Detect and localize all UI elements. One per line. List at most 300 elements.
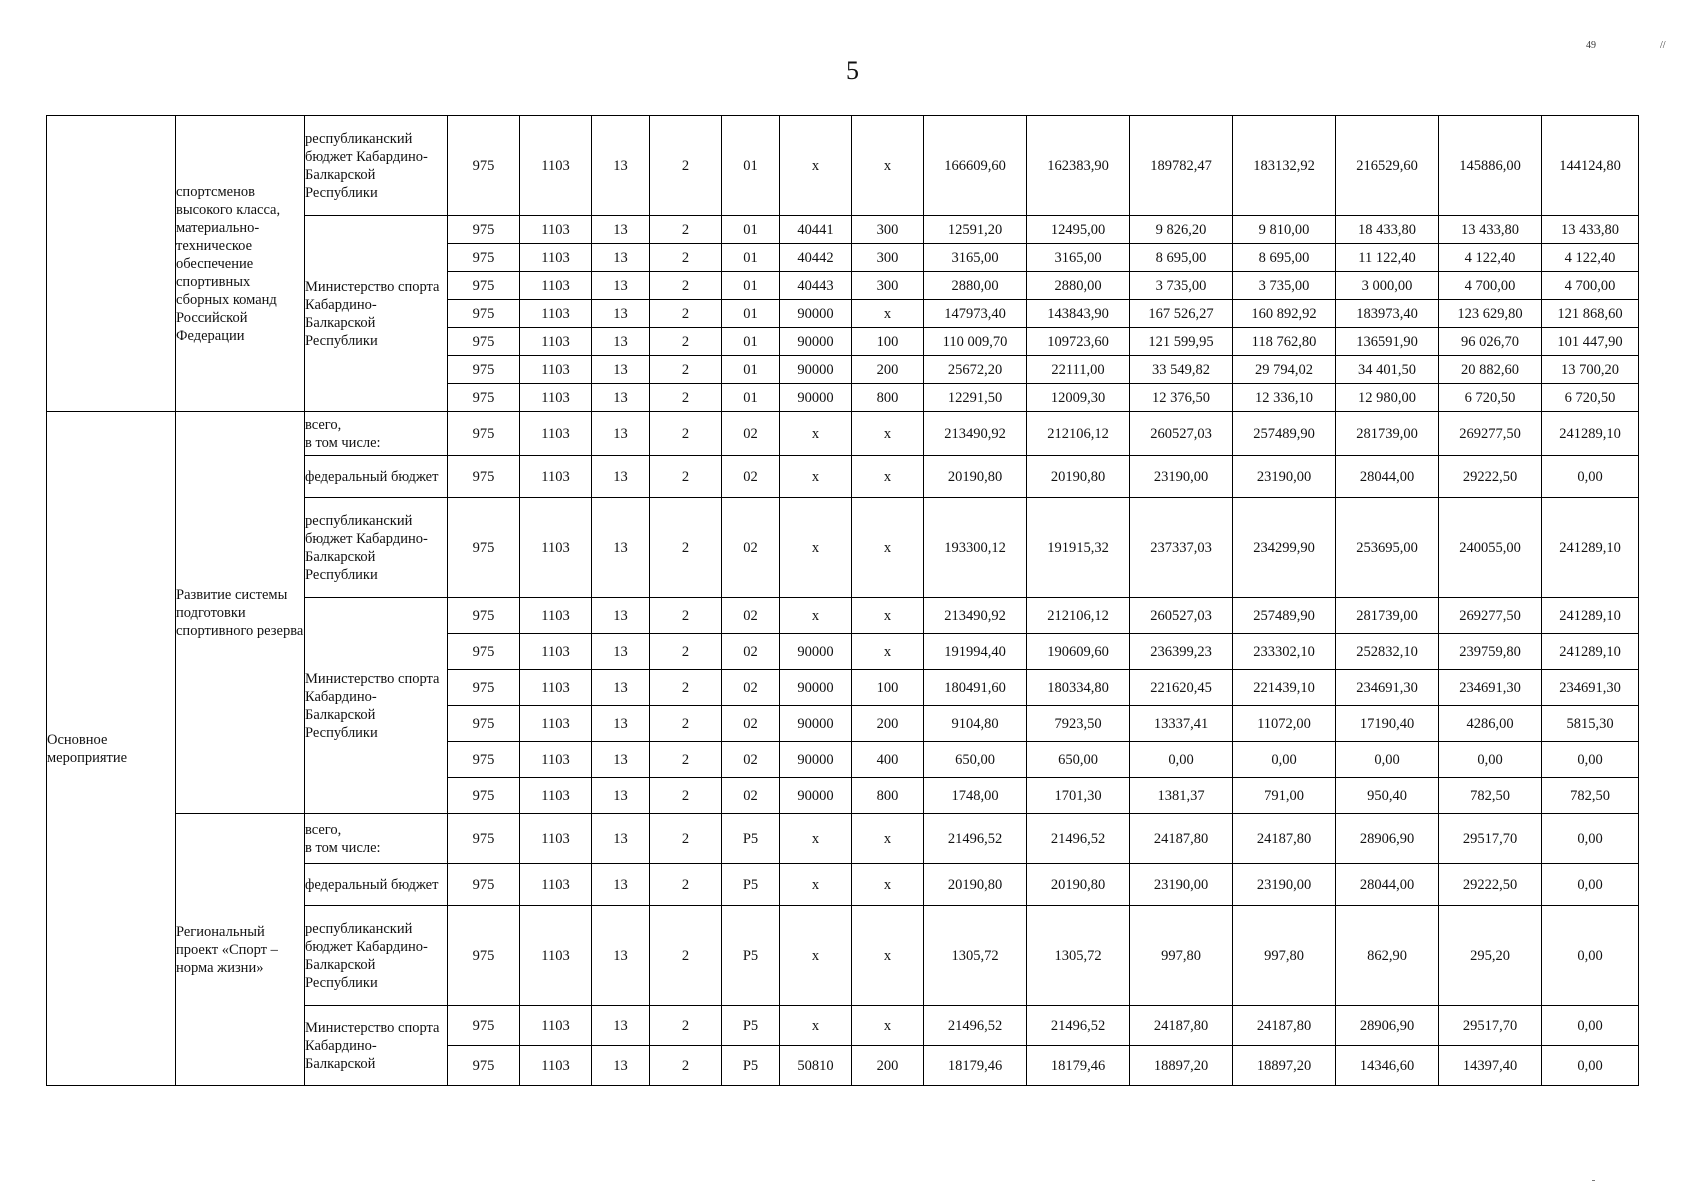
funding-source-cell: республиканский бюджет Кабардино-Балкарской Республики (305, 906, 448, 1006)
expense-type-cell: х (852, 634, 924, 670)
expense-type-cell: 200 (852, 706, 924, 742)
expense-type-cell: 200 (852, 1046, 924, 1086)
value-2020-plan-cell: 997,80 (1130, 906, 1233, 1006)
value-2019-fact-cell: 20190,80 (1027, 864, 1130, 906)
value-2019-fact-cell: 212106,12 (1027, 598, 1130, 634)
value-2022-cell: 0,00 (1439, 742, 1542, 778)
program-code-cell: 13 (592, 906, 650, 1006)
gov-code-cell: 975 (448, 244, 520, 272)
value-2019-plan-cell: 2880,00 (924, 272, 1027, 300)
value-2020-fact-cell: 0,00 (1233, 742, 1336, 778)
value-2019-plan-cell: 12591,20 (924, 216, 1027, 244)
subprogram-code-cell: 2 (650, 1046, 722, 1086)
subprogram-code-cell: 2 (650, 456, 722, 498)
expense-type-cell: х (852, 412, 924, 456)
event-code-cell: Р5 (722, 906, 780, 1006)
direction-code-cell: х (780, 116, 852, 216)
value-2023-cell: 241289,10 (1542, 598, 1639, 634)
section-code-cell: 1103 (520, 384, 592, 412)
section-code-cell: 1103 (520, 116, 592, 216)
value-2023-cell: 241289,10 (1542, 634, 1639, 670)
event-code-cell: Р5 (722, 864, 780, 906)
value-2020-plan-cell: 18897,20 (1130, 1046, 1233, 1086)
value-2020-plan-cell: 23190,00 (1130, 864, 1233, 906)
gov-code-cell: 975 (448, 498, 520, 598)
section-code-cell: 1103 (520, 498, 592, 598)
value-2020-plan-cell: 237337,03 (1130, 498, 1233, 598)
value-2020-fact-cell: 233302,10 (1233, 634, 1336, 670)
expense-type-cell: 800 (852, 778, 924, 814)
value-2022-cell: 4 122,40 (1439, 244, 1542, 272)
value-2021-cell: 252832,10 (1336, 634, 1439, 670)
gov-code-cell: 975 (448, 906, 520, 1006)
value-2019-fact-cell: 12495,00 (1027, 216, 1130, 244)
gov-code-cell: 975 (448, 356, 520, 384)
value-2023-cell: 6 720,50 (1542, 384, 1639, 412)
value-2021-cell: 28906,90 (1336, 1006, 1439, 1046)
value-2020-plan-cell: 24187,80 (1130, 1006, 1233, 1046)
value-2023-cell: 241289,10 (1542, 412, 1639, 456)
value-2021-cell: 18 433,80 (1336, 216, 1439, 244)
program-code-cell: 13 (592, 634, 650, 670)
gov-code-cell: 975 (448, 300, 520, 328)
total-label: всего, (305, 416, 342, 433)
value-2019-fact-cell: 21496,52 (1027, 814, 1130, 864)
direction-code-cell: 40442 (780, 244, 852, 272)
table-row (47, 412, 1639, 456)
event-code-cell: 02 (722, 670, 780, 706)
value-2021-cell: 28044,00 (1336, 864, 1439, 906)
value-2022-cell: 240055,00 (1439, 498, 1542, 598)
event-code-cell: 02 (722, 778, 780, 814)
gov-code-cell: 975 (448, 272, 520, 300)
expense-type-cell: х (852, 864, 924, 906)
value-2019-plan-cell: 147973,40 (924, 300, 1027, 328)
value-2019-fact-cell: 21496,52 (1027, 1006, 1130, 1046)
section-code-cell: 1103 (520, 670, 592, 706)
funding-source-cell (305, 412, 448, 456)
value-2019-fact-cell: 190609,60 (1027, 634, 1130, 670)
executor-cell: Министерство спорта Кабардино-Балкарской (305, 1006, 448, 1086)
value-2020-plan-cell: 260527,03 (1130, 598, 1233, 634)
value-2020-fact-cell: 9 810,00 (1233, 216, 1336, 244)
total-label: всего, (305, 821, 342, 838)
value-2023-cell: 241289,10 (1542, 498, 1639, 598)
event-name-cell: Региональный проект «Спорт – норма жизни» (176, 814, 305, 1086)
value-2020-fact-cell: 8 695,00 (1233, 244, 1336, 272)
value-2022-cell: 234691,30 (1439, 670, 1542, 706)
value-2019-plan-cell: 191994,40 (924, 634, 1027, 670)
value-2021-cell: 216529,60 (1336, 116, 1439, 216)
section-code-cell: 1103 (520, 356, 592, 384)
value-2021-cell: 0,00 (1336, 742, 1439, 778)
value-2019-fact-cell: 2880,00 (1027, 272, 1130, 300)
section-code-cell: 1103 (520, 328, 592, 356)
value-2022-cell: 13 433,80 (1439, 216, 1542, 244)
expense-type-cell: х (852, 598, 924, 634)
value-2019-fact-cell: 1305,72 (1027, 906, 1130, 1006)
value-2020-fact-cell: 29 794,02 (1233, 356, 1336, 384)
subprogram-code-cell: 2 (650, 272, 722, 300)
value-2020-plan-cell: 9 826,20 (1130, 216, 1233, 244)
gov-code-cell: 975 (448, 116, 520, 216)
value-2019-plan-cell: 21496,52 (924, 1006, 1027, 1046)
gov-code-cell: 975 (448, 384, 520, 412)
event-code-cell: 02 (722, 742, 780, 778)
value-2021-cell: 281739,00 (1336, 598, 1439, 634)
value-2019-fact-cell: 212106,12 (1027, 412, 1130, 456)
event-code-cell: 01 (722, 244, 780, 272)
value-2023-cell: 0,00 (1542, 456, 1639, 498)
executor-cell: Министерство спорта Кабардино-Балкарской Республики (305, 216, 448, 412)
subprogram-code-cell: 2 (650, 778, 722, 814)
direction-code-cell: х (780, 814, 852, 864)
expense-type-cell: х (852, 456, 924, 498)
value-2020-plan-cell: 0,00 (1130, 742, 1233, 778)
event-code-cell: 01 (722, 216, 780, 244)
expense-type-cell: х (852, 1006, 924, 1046)
value-2022-cell: 6 720,50 (1439, 384, 1542, 412)
category-cell: Основное мероприятие (47, 412, 176, 1086)
gov-code-cell: 975 (448, 328, 520, 356)
value-2022-cell: 269277,50 (1439, 412, 1542, 456)
value-2020-plan-cell: 1381,37 (1130, 778, 1233, 814)
value-2019-plan-cell: 9104,80 (924, 706, 1027, 742)
value-2019-fact-cell: 191915,32 (1027, 498, 1130, 598)
section-code-cell: 1103 (520, 778, 592, 814)
expense-type-cell: 800 (852, 384, 924, 412)
value-2020-plan-cell: 189782,47 (1130, 116, 1233, 216)
value-2020-plan-cell: 260527,03 (1130, 412, 1233, 456)
total-sublabel: в том числе: (305, 839, 381, 856)
table-row (47, 814, 1639, 864)
subprogram-code-cell: 2 (650, 328, 722, 356)
value-2020-plan-cell: 3 735,00 (1130, 272, 1233, 300)
value-2019-fact-cell: 20190,80 (1027, 456, 1130, 498)
gov-code-cell: 975 (448, 814, 520, 864)
subprogram-code-cell: 2 (650, 742, 722, 778)
subprogram-code-cell: 2 (650, 1006, 722, 1046)
corner-mark: // (1660, 40, 1666, 51)
value-2020-plan-cell: 221620,45 (1130, 670, 1233, 706)
value-2022-cell: 269277,50 (1439, 598, 1542, 634)
value-2021-cell: 281739,00 (1336, 412, 1439, 456)
section-code-cell: 1103 (520, 244, 592, 272)
expense-type-cell: 100 (852, 670, 924, 706)
page-number: 5 (846, 56, 859, 85)
direction-code-cell: х (780, 906, 852, 1006)
value-2019-fact-cell: 650,00 (1027, 742, 1130, 778)
section-code-cell: 1103 (520, 814, 592, 864)
expense-type-cell: х (852, 116, 924, 216)
value-2019-fact-cell: 162383,90 (1027, 116, 1130, 216)
program-code-cell: 13 (592, 814, 650, 864)
value-2020-fact-cell: 18897,20 (1233, 1046, 1336, 1086)
program-code-cell: 13 (592, 742, 650, 778)
direction-code-cell: х (780, 412, 852, 456)
program-code-cell: 13 (592, 116, 650, 216)
program-code-cell: 13 (592, 1006, 650, 1046)
expense-type-cell: 100 (852, 328, 924, 356)
value-2019-plan-cell: 213490,92 (924, 412, 1027, 456)
subprogram-code-cell: 2 (650, 356, 722, 384)
value-2023-cell: 0,00 (1542, 814, 1639, 864)
program-code-cell: 13 (592, 384, 650, 412)
value-2019-fact-cell: 7923,50 (1027, 706, 1130, 742)
value-2023-cell: 234691,30 (1542, 670, 1639, 706)
gov-code-cell: 975 (448, 1046, 520, 1086)
value-2021-cell: 34 401,50 (1336, 356, 1439, 384)
direction-code-cell: х (780, 498, 852, 598)
direction-code-cell: х (780, 456, 852, 498)
subprogram-code-cell: 2 (650, 384, 722, 412)
subprogram-code-cell: 2 (650, 634, 722, 670)
program-code-cell: 13 (592, 456, 650, 498)
value-2022-cell: 239759,80 (1439, 634, 1542, 670)
section-code-cell: 1103 (520, 1046, 592, 1086)
program-code-cell: 13 (592, 412, 650, 456)
section-code-cell: 1103 (520, 216, 592, 244)
value-2023-cell: 782,50 (1542, 778, 1639, 814)
direction-code-cell: 90000 (780, 634, 852, 670)
event-name-cell: Развитие системы подготовки спортивного резерва (176, 412, 305, 814)
gov-code-cell: 975 (448, 634, 520, 670)
program-code-cell: 13 (592, 670, 650, 706)
gov-code-cell: 975 (448, 216, 520, 244)
value-2019-fact-cell: 109723,60 (1027, 328, 1130, 356)
value-2021-cell: 136591,90 (1336, 328, 1439, 356)
gov-code-cell: 975 (448, 778, 520, 814)
funding-source-cell: республиканский бюджет Кабардино-Балкарской Республики (305, 498, 448, 598)
value-2020-fact-cell: 257489,90 (1233, 598, 1336, 634)
program-code-cell: 13 (592, 356, 650, 384)
event-code-cell: 02 (722, 706, 780, 742)
direction-code-cell: х (780, 864, 852, 906)
subprogram-code-cell: 2 (650, 244, 722, 272)
subprogram-code-cell: 2 (650, 598, 722, 634)
value-2020-fact-cell: 24187,80 (1233, 1006, 1336, 1046)
value-2019-plan-cell: 18179,46 (924, 1046, 1027, 1086)
value-2019-plan-cell: 166609,60 (924, 116, 1027, 216)
value-2021-cell: 28906,90 (1336, 814, 1439, 864)
direction-code-cell: 40441 (780, 216, 852, 244)
subprogram-code-cell: 2 (650, 498, 722, 598)
event-code-cell: 01 (722, 116, 780, 216)
event-code-cell: Р5 (722, 814, 780, 864)
value-2021-cell: 234691,30 (1336, 670, 1439, 706)
value-2022-cell: 4286,00 (1439, 706, 1542, 742)
scan-artifact (1592, 1180, 1595, 1181)
event-code-cell: 01 (722, 300, 780, 328)
section-code-cell: 1103 (520, 456, 592, 498)
program-code-cell: 13 (592, 598, 650, 634)
section-code-cell: 1103 (520, 742, 592, 778)
program-code-cell: 13 (592, 778, 650, 814)
value-2023-cell: 0,00 (1542, 742, 1639, 778)
section-code-cell: 1103 (520, 1006, 592, 1046)
event-name-cell: спортсменов высокого класса, материально-техническое обеспечение спортивных сборных команд Российской Федерации (176, 116, 305, 412)
program-code-cell: 13 (592, 216, 650, 244)
value-2022-cell: 20 882,60 (1439, 356, 1542, 384)
program-code-cell: 13 (592, 498, 650, 598)
event-code-cell: 01 (722, 384, 780, 412)
value-2020-fact-cell: 24187,80 (1233, 814, 1336, 864)
direction-code-cell: 50810 (780, 1046, 852, 1086)
value-2021-cell: 14346,60 (1336, 1046, 1439, 1086)
value-2022-cell: 29222,50 (1439, 864, 1542, 906)
direction-code-cell: 90000 (780, 384, 852, 412)
subprogram-code-cell: 2 (650, 412, 722, 456)
value-2019-fact-cell: 12009,30 (1027, 384, 1130, 412)
value-2020-plan-cell: 12 376,50 (1130, 384, 1233, 412)
expense-type-cell: х (852, 498, 924, 598)
event-code-cell: 02 (722, 456, 780, 498)
program-code-cell: 13 (592, 244, 650, 272)
value-2021-cell: 28044,00 (1336, 456, 1439, 498)
section-code-cell: 1103 (520, 272, 592, 300)
program-code-cell: 13 (592, 300, 650, 328)
value-2023-cell: 121 868,60 (1542, 300, 1639, 328)
gov-code-cell: 975 (448, 864, 520, 906)
value-2020-plan-cell: 8 695,00 (1130, 244, 1233, 272)
program-code-cell: 13 (592, 1046, 650, 1086)
event-code-cell: 02 (722, 412, 780, 456)
subprogram-code-cell: 2 (650, 864, 722, 906)
value-2020-plan-cell: 23190,00 (1130, 456, 1233, 498)
budget-table (46, 115, 1639, 1086)
value-2023-cell: 0,00 (1542, 1046, 1639, 1086)
value-2022-cell: 29517,70 (1439, 1006, 1542, 1046)
gov-code-cell: 975 (448, 1006, 520, 1046)
direction-code-cell: 90000 (780, 670, 852, 706)
value-2023-cell: 13 433,80 (1542, 216, 1639, 244)
value-2019-fact-cell: 180334,80 (1027, 670, 1130, 706)
value-2019-plan-cell: 650,00 (924, 742, 1027, 778)
expense-type-cell: 300 (852, 216, 924, 244)
value-2020-plan-cell: 33 549,82 (1130, 356, 1233, 384)
value-2020-fact-cell: 221439,10 (1233, 670, 1336, 706)
value-2019-plan-cell: 12291,50 (924, 384, 1027, 412)
value-2021-cell: 253695,00 (1336, 498, 1439, 598)
table-row (47, 116, 1639, 216)
value-2019-fact-cell: 143843,90 (1027, 300, 1130, 328)
expense-type-cell: 200 (852, 356, 924, 384)
value-2020-fact-cell: 997,80 (1233, 906, 1336, 1006)
section-code-cell: 1103 (520, 706, 592, 742)
value-2021-cell: 3 000,00 (1336, 272, 1439, 300)
value-2020-fact-cell: 791,00 (1233, 778, 1336, 814)
value-2019-plan-cell: 193300,12 (924, 498, 1027, 598)
value-2019-plan-cell: 20190,80 (924, 456, 1027, 498)
value-2021-cell: 183973,40 (1336, 300, 1439, 328)
gov-code-cell: 975 (448, 706, 520, 742)
value-2020-plan-cell: 13337,41 (1130, 706, 1233, 742)
gov-code-cell: 975 (448, 670, 520, 706)
value-2022-cell: 145886,00 (1439, 116, 1542, 216)
value-2019-plan-cell: 180491,60 (924, 670, 1027, 706)
event-code-cell: 01 (722, 272, 780, 300)
value-2019-plan-cell: 1748,00 (924, 778, 1027, 814)
program-code-cell: 13 (592, 272, 650, 300)
value-2019-plan-cell: 25672,20 (924, 356, 1027, 384)
value-2021-cell: 11 122,40 (1336, 244, 1439, 272)
event-code-cell: 02 (722, 598, 780, 634)
value-2019-plan-cell: 110 009,70 (924, 328, 1027, 356)
value-2019-plan-cell: 3165,00 (924, 244, 1027, 272)
value-2022-cell: 14397,40 (1439, 1046, 1542, 1086)
value-2023-cell: 0,00 (1542, 1006, 1639, 1046)
value-2023-cell: 0,00 (1542, 906, 1639, 1006)
category-cell-empty (47, 116, 176, 412)
value-2022-cell: 782,50 (1439, 778, 1542, 814)
value-2019-fact-cell: 3165,00 (1027, 244, 1130, 272)
section-code-cell: 1103 (520, 906, 592, 1006)
subprogram-code-cell: 2 (650, 216, 722, 244)
subprogram-code-cell: 2 (650, 300, 722, 328)
direction-code-cell: 90000 (780, 356, 852, 384)
section-code-cell: 1103 (520, 598, 592, 634)
value-2022-cell: 29517,70 (1439, 814, 1542, 864)
value-2020-plan-cell: 167 526,27 (1130, 300, 1233, 328)
program-code-cell: 13 (592, 328, 650, 356)
section-code-cell: 1103 (520, 300, 592, 328)
value-2019-plan-cell: 213490,92 (924, 598, 1027, 634)
value-2020-fact-cell: 183132,92 (1233, 116, 1336, 216)
subprogram-code-cell: 2 (650, 706, 722, 742)
value-2022-cell: 96 026,70 (1439, 328, 1542, 356)
direction-code-cell: 40443 (780, 272, 852, 300)
value-2019-fact-cell: 1701,30 (1027, 778, 1130, 814)
program-code-cell: 13 (592, 706, 650, 742)
value-2019-fact-cell: 18179,46 (1027, 1046, 1130, 1086)
event-code-cell: Р5 (722, 1046, 780, 1086)
value-2020-fact-cell: 257489,90 (1233, 412, 1336, 456)
expense-type-cell: 300 (852, 244, 924, 272)
funding-source-cell: федеральный бюджет (305, 456, 448, 498)
value-2021-cell: 12 980,00 (1336, 384, 1439, 412)
expense-type-cell: х (852, 300, 924, 328)
expense-type-cell: х (852, 906, 924, 1006)
event-code-cell: Р5 (722, 1006, 780, 1046)
value-2023-cell: 4 122,40 (1542, 244, 1639, 272)
value-2020-fact-cell: 118 762,80 (1233, 328, 1336, 356)
event-code-cell: 02 (722, 634, 780, 670)
value-2021-cell: 862,90 (1336, 906, 1439, 1006)
program-code-cell: 13 (592, 864, 650, 906)
value-2020-fact-cell: 3 735,00 (1233, 272, 1336, 300)
value-2020-fact-cell: 160 892,92 (1233, 300, 1336, 328)
value-2020-fact-cell: 23190,00 (1233, 456, 1336, 498)
value-2020-plan-cell: 24187,80 (1130, 814, 1233, 864)
expense-type-cell: 400 (852, 742, 924, 778)
value-2023-cell: 13 700,20 (1542, 356, 1639, 384)
value-2023-cell: 101 447,90 (1542, 328, 1639, 356)
value-2021-cell: 950,40 (1336, 778, 1439, 814)
event-code-cell: 01 (722, 328, 780, 356)
value-2020-plan-cell: 236399,23 (1130, 634, 1233, 670)
value-2020-fact-cell: 23190,00 (1233, 864, 1336, 906)
value-2023-cell: 5815,30 (1542, 706, 1639, 742)
direction-code-cell: 90000 (780, 328, 852, 356)
gov-code-cell: 975 (448, 412, 520, 456)
subprogram-code-cell: 2 (650, 116, 722, 216)
value-2020-fact-cell: 12 336,10 (1233, 384, 1336, 412)
corner-mark: 49 (1586, 40, 1596, 51)
value-2022-cell: 295,20 (1439, 906, 1542, 1006)
value-2021-cell: 17190,40 (1336, 706, 1439, 742)
direction-code-cell: 90000 (780, 742, 852, 778)
funding-source-cell (305, 814, 448, 864)
